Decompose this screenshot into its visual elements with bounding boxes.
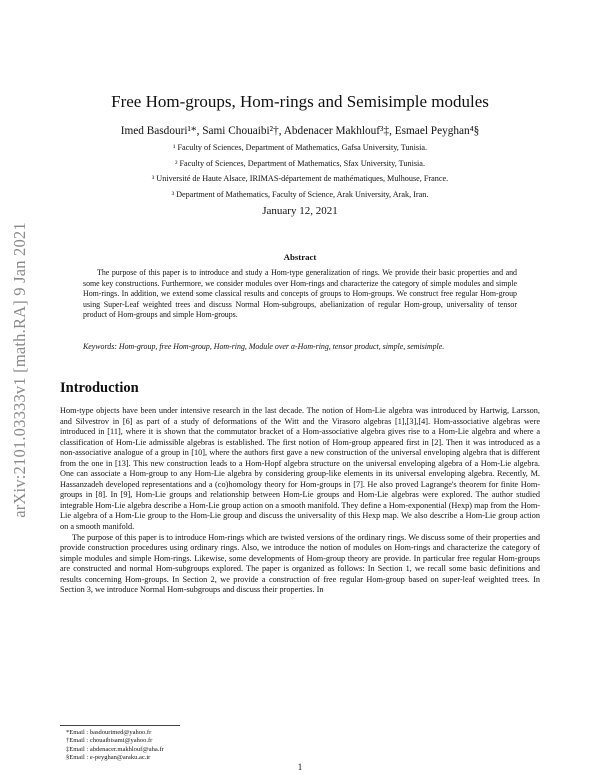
paragraph: The purpose of this paper is to introduce Hom-rings which are twisted versions of the ordinary rings. We discuss some of their properties and provide construction procedures using ordinary rings. Also, we introduce the notion of modules on Hom-rings and characterize the category of simple modules and simple Hom-rings. Likewise, some developments of Hom-group theory are provide. In particular free regular Hom-groups are constructed and normal Hom-subgroups explored. The paper is organized as follows: In Section 1, we recall some basic definitions and results concerning Hom-groups. In Section 2, we provide a construction of free regular Hom-group based on super-leaf weighted trees. In Section 3, we introduce Normal Hom-subgroups and discuss their properties. In [60,532,540,595]
abstract-heading: Abstract [283,252,317,262]
affiliation-3: ³ Université de Haute Alsace, IRIMAS-département de mathématiques, Mulhouse, France. [151,174,449,183]
affiliation-2: ² Faculty of Sciences, Department of Mathematics, Sfax University, Tunisia. [174,158,425,168]
paper-title: Free Hom-groups, Hom-rings and Semisimple modules [111,92,489,111]
abstract-text: The purpose of this paper is to introduce and study a Hom-type generalization of rings. We provide their basic properties and and some key constructions. Furthermore, we consider modules over Hom-rings and characterize the category of simple modules and simple Hom-rings. In addition, we extend some classical results and concepts of groups to Hom-groups. We construct free regular Hom-group using Super-Leaf weighted trees and discuss Normal Hom-subgroups, abelianization of regular Hom-group, universality of tensor product of Hom-groups and simple Hom-groups. [83,268,517,320]
footnote-email-2: †Email : chouaibisami@yahoo.fr [66,737,153,745]
footnotes [66,729,164,763]
paragraph: Hom-type objects have been under intensive research in the last decade. The notion of Hom-Lie algebra was introduced by Hartwig, Larsson, and Silvestrov in [6] as part of a study of deformations of the Witt and the Virasoro algebras [1],[3],[4]. Hom-associative algebras were introduced in [11], where it is shown that the commutator bracket of a Hom-associative algebra gives rise to a Hom-Lie algebra and where a classification of Hom-Lie admissible algebras is established. The first notion of Hom-group appeared first in [2]. Then it was introduced as a non-associative analogue of a group in [10], where the authors first gave a new construction of the universal enveloping algebra that is different from the one in [13]. This new construction leads to a Hom-Hopf algebra structure on the universal enveloping algebra of a Hom-Lie algebra. One can associate a Hom-group to any Hom-Lie algebra by considering group-like elements in its universal enveloping algebra. Recently, M. Hassanzadeh developed representations and a (co)homology theory for Hom-groups in [7]. He also proved Lagrange's theorem for finite Hom-groups in [8]. In [9], Hom-Lie groups and relationship between Hom-Lie groups and Hom-Lie algebras were explored. The author studied integrable Hom-Lie algebra describe a Hom-Lie group action on a smooth manifold. They define a Hom-exponential (Hexp) map from the Hom-Lie algebra of a Hom-Lie group to the Hom-Lie group and discuss the universality of this Hexp map. We also describe a Hom-Lie group action on a smooth manifold. [60,406,540,532]
footnote-divider [60,725,180,726]
author-list: Imed Basdouri¹*, Sami Chouaibi²†, Abdenacer Makhlouf³‡, Esmael Peyghan⁴§ [120,125,480,137]
arxiv-stamp-container [6,140,34,600]
page-number: 1 [297,762,303,772]
introduction-body [60,406,540,596]
affiliation-4: ³ Department of Mathematics, Faculty of Science, Arak University, Arak, Iran. [171,189,429,199]
affiliation-1: ¹ Faculty of Sciences, Department of Mathematics, Gafsa University, Tunisia. [172,143,428,152]
arxiv-stamp[interactable]: arXiv:2101.03333v1 [math.RA] 9 Jan 2021 [10,222,30,518]
paper-date: January 12, 2021 [262,205,338,217]
footnote-email-1: *Email : basdourimed@yahoo.fr [66,729,152,736]
footnote-email-3: ‡Email : abdenacer.makhlouf@uha.fr [66,745,164,753]
affiliations [60,140,540,202]
keywords: Keywords: Hom-group, free Hom-group, Hom-ring, Module over α-Hom-ring, tensor product, simple, semisimple. [83,342,445,351]
footnote-email-4: §Email : e-peyghan@araku.ac.ir [66,754,151,762]
section-heading-introduction: Introduction [60,380,139,396]
